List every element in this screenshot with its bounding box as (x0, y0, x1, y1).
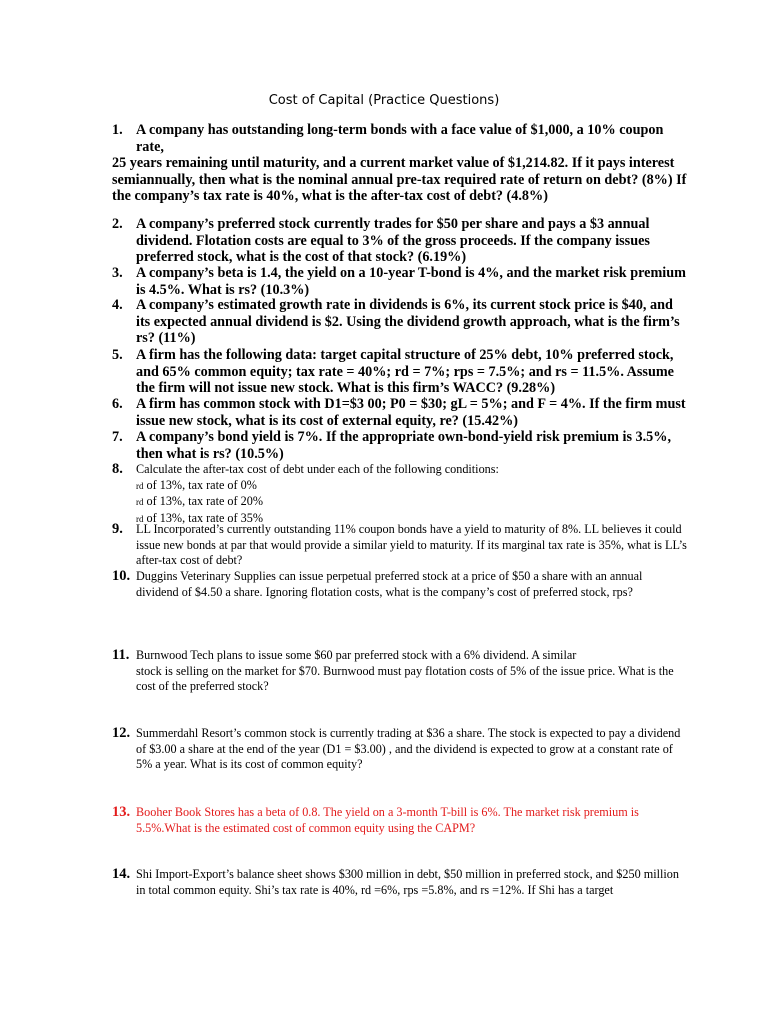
question-14 (112, 867, 687, 898)
question-11 (112, 648, 687, 695)
question-7 (112, 429, 687, 462)
question-13 (112, 805, 687, 836)
question-5 (112, 347, 687, 397)
question-2 (112, 216, 687, 266)
question-text: Booher Book Stores has a beta of 0.8. The yield on a 3-month T-bill is 6%. The market risk premium is 5.5%.What is the estimated cost of common equity using the CAPM? (136, 805, 639, 835)
question-1-continued (112, 155, 687, 205)
condition-item: rd of 13%, tax rate of 35% (136, 510, 263, 525)
question-number: 4. (112, 297, 123, 313)
question-1 (112, 122, 687, 155)
question-text: Calculate the after-tax cost of debt under each of the following conditions: (136, 462, 499, 476)
condition-item: rd of 13%, tax rate of 0% (136, 477, 257, 492)
question-9 (112, 522, 687, 569)
question-text: A company’s beta is 1.4, the yield on a 10-year T-bond is 4%, and the market risk premium is 4.5%. What is rs? (10.3%) (136, 265, 686, 298)
question-number: 9. (112, 521, 123, 537)
question-12 (112, 726, 687, 773)
question-number: 12. (112, 725, 131, 741)
question-number: 2. (112, 216, 123, 232)
question-text: Summerdahl Resort’s common stock is currently trading at $36 a share. The stock is expected to pay a dividend of $3.00 a share at the end of the year (D1 = $3.00) , and the dividend is expected to grow at a constant rate of 5% a year. What is its cost of common equity? (136, 726, 681, 772)
question-number: 11. (112, 647, 130, 663)
question-text: A company’s bond yield is 7%. If the appropriate own-bond-yield risk premium is 3.5%, then what is rs? (10.5%) (136, 429, 671, 462)
question-number: 13. (112, 804, 131, 820)
question-text-line1: Burnwood Tech plans to issue some $60 par preferred stock with a 6% dividend. A similar (136, 648, 577, 662)
question-text: A company’s estimated growth rate in dividends is 6%, its current stock price is $40, and its expected annual dividend is $2. Using the dividend growth approach, what is the firm’s rs? (11%) (136, 297, 680, 346)
document-title: Cost of Capital (Practice Questions) (268, 93, 500, 108)
condition-item: rd of 13%, tax rate of 20% (136, 494, 263, 509)
question-text-rest: 25 years remaining until maturity, and a current market value of $1,214.82. If it pays interest semiannually, then what is the nominal annual pre-tax required rate of return on debt? (8%) If the company’s tax rate is 40%, what is the after-tax cost of debt? (4.8%) (112, 155, 687, 204)
question-text-line2: rate, (136, 138, 164, 155)
question-number: 1. (112, 122, 123, 138)
question-10 (112, 569, 687, 600)
question-text-line1: A company has outstanding long-term bonds with a face value of $1,000, a 10% coupon (136, 122, 664, 138)
question-6 (112, 396, 687, 429)
question-3 (112, 265, 687, 298)
question-text: A firm has the following data: target capital structure of 25% debt, 10% preferred stock, and 65% common equity; tax rate = 40%; rd = 7%; rps = 7.5%; and rs = 11.5%. Assume the firm will not issue new stock. What is this firm’s WACC? (9.28%) (136, 347, 674, 396)
question-text: Shi Import-Export’s balance sheet shows $300 million in debt, $50 million in preferred stock, and $250 million in total common equity. Shi’s tax rate is 40%, rd =6%, rps =5.8%, and rs =12%. If Shi has a target (136, 867, 679, 897)
question-8 (112, 462, 687, 527)
question-number: 14. (112, 866, 131, 882)
question-number: 3. (112, 265, 123, 281)
question-4 (112, 297, 687, 347)
question-text: LL Incorporated’s currently outstanding 11% coupon bonds have a yield to maturity of 8%. LL believes it could issue new bonds at par that would provide a similar yield to maturity. If its marginal tax rate is 35%, what is LL’s after-tax cost of debt? (136, 522, 687, 568)
question-number: 6. (112, 396, 123, 412)
question-text: A company’s preferred stock currently trades for $50 per share and pays a $3 annual dividend. Flotation costs are equal to 3% of the gross proceeds. If the company issues preferred stock, what is the cost of that stock? (6.19%) (136, 216, 650, 265)
question-number: 8. (112, 461, 123, 477)
question-text-rest: stock is selling on the market for $70. Burnwood must pay flotation costs of 5% of the issue price. What is the cost of the preferred stock? (136, 663, 674, 694)
question-number: 5. (112, 347, 123, 363)
question-text: A firm has common stock with D1=$3 00; P0 = $30; gL = 5%; and F = 4%. If the firm must issue new stock, what is its cost of external equity, re? (15.42%) (136, 396, 686, 429)
question-text: Duggins Veterinary Supplies can issue perpetual preferred stock at a price of $50 a share with an annual dividend of $4.50 a share. Ignoring flotation costs, what is the company’s cost of preferred stock, rps? (136, 569, 643, 599)
question-number: 10. (112, 568, 131, 584)
question-number: 7. (112, 429, 123, 445)
